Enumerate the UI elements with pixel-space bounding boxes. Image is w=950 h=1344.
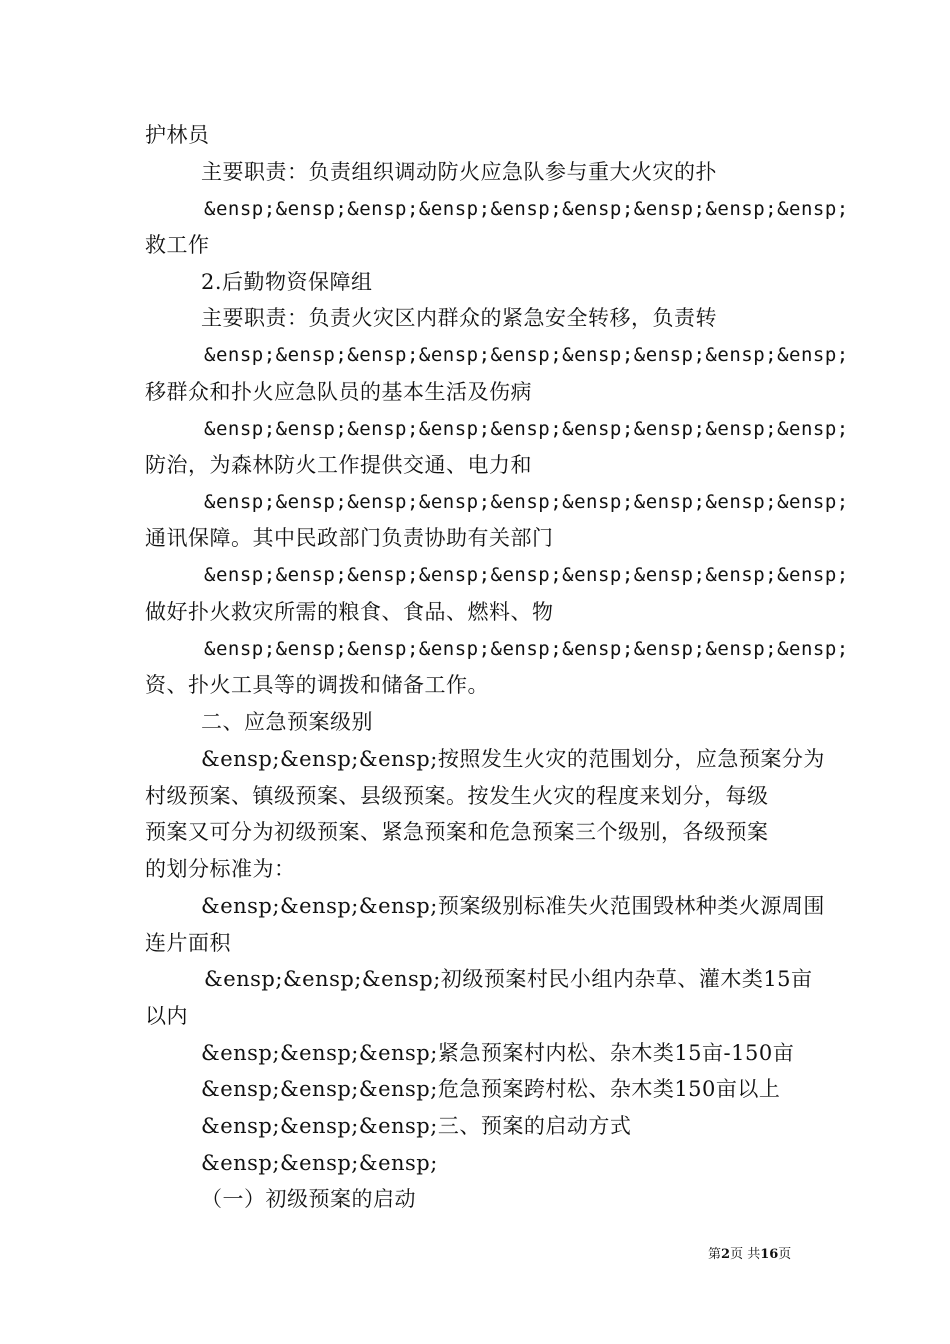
text-line: 以内	[145, 1004, 188, 1028]
text-line: &ensp;&ensp;&ensp;&ensp;&ensp;&ensp;&ensp;&ensp;&ensp;	[204, 344, 849, 366]
text-line: 主要职责：负责火灾区内群众的紧急安全转移，负责转	[201, 306, 717, 330]
text-line: 主要职责：负责组织调动防火应急队参与重大火灾的扑	[201, 160, 717, 184]
text-line: &ensp;&ensp;&ensp;预案级别标准失火范围毁林种类火源周围	[201, 894, 825, 918]
text-line: &ensp;&ensp;&ensp;&ensp;&ensp;&ensp;&ensp;&ensp;&ensp;	[204, 564, 849, 586]
footer-suffix: 页	[778, 1247, 792, 1262]
page-number-footer	[708, 1246, 791, 1264]
text-line: 2.后勤物资保障组	[201, 270, 373, 294]
footer-prefix: 第	[708, 1247, 722, 1262]
total-page-count: 16	[760, 1247, 779, 1262]
text-line: 通讯保障。其中民政部门负责协助有关部门	[145, 526, 554, 550]
text-line: 救工作	[145, 233, 210, 257]
text-line: &ensp;&ensp;&ensp;	[201, 1151, 438, 1175]
text-line: 村级预案、镇级预案、县级预案。按发生火灾的程度来划分，每级	[145, 784, 769, 808]
text-line: &ensp;&ensp;&ensp;三、预案的启动方式	[201, 1114, 632, 1138]
text-line: 的划分标准为：	[145, 857, 296, 881]
text-line: 防治，为森林防火工作提供交通、电力和	[145, 453, 532, 477]
text-line: &ensp;&ensp;&ensp;&ensp;&ensp;&ensp;&ensp;&ensp;&ensp;	[204, 418, 849, 440]
section-heading: 二、应急预案级别	[201, 710, 373, 734]
text-line: &ensp;&ensp;&ensp;&ensp;&ensp;&ensp;&ensp;&ensp;&ensp;	[204, 638, 849, 660]
text-line: &ensp;&ensp;&ensp;危急预案跨村松、杂木类150亩以上	[201, 1077, 781, 1101]
text-line: 连片面积	[145, 931, 231, 955]
text-line: &ensp;&ensp;&ensp;&ensp;&ensp;&ensp;&ensp;&ensp;&ensp;	[204, 198, 849, 220]
text-line: 预案又可分为初级预案、紧急预案和危急预案三个级别，各级预案	[145, 820, 769, 844]
current-page-number: 2	[721, 1247, 731, 1262]
text-line: &ensp;&ensp;&ensp;初级预案村民小组内杂草、灌木类15亩	[204, 967, 813, 991]
text-line: 护林员	[145, 123, 210, 147]
text-line: 做好扑火救灾所需的粮食、食品、燃料、物	[145, 600, 554, 624]
text-line: &ensp;&ensp;&ensp;紧急预案村内松、杂木类15亩-150亩	[201, 1041, 795, 1065]
footer-middle: 页 共	[730, 1247, 761, 1262]
text-line: &ensp;&ensp;&ensp;&ensp;&ensp;&ensp;&ensp;&ensp;&ensp;	[204, 491, 849, 513]
text-line: &ensp;&ensp;&ensp;按照发生火灾的范围划分，应急预案分为	[201, 747, 825, 771]
section-heading: （一）初级预案的启动	[201, 1187, 416, 1211]
text-line: 移群众和扑火应急队员的基本生活及伤病	[145, 380, 532, 404]
text-line: 资、扑火工具等的调拨和储备工作。	[145, 673, 489, 697]
